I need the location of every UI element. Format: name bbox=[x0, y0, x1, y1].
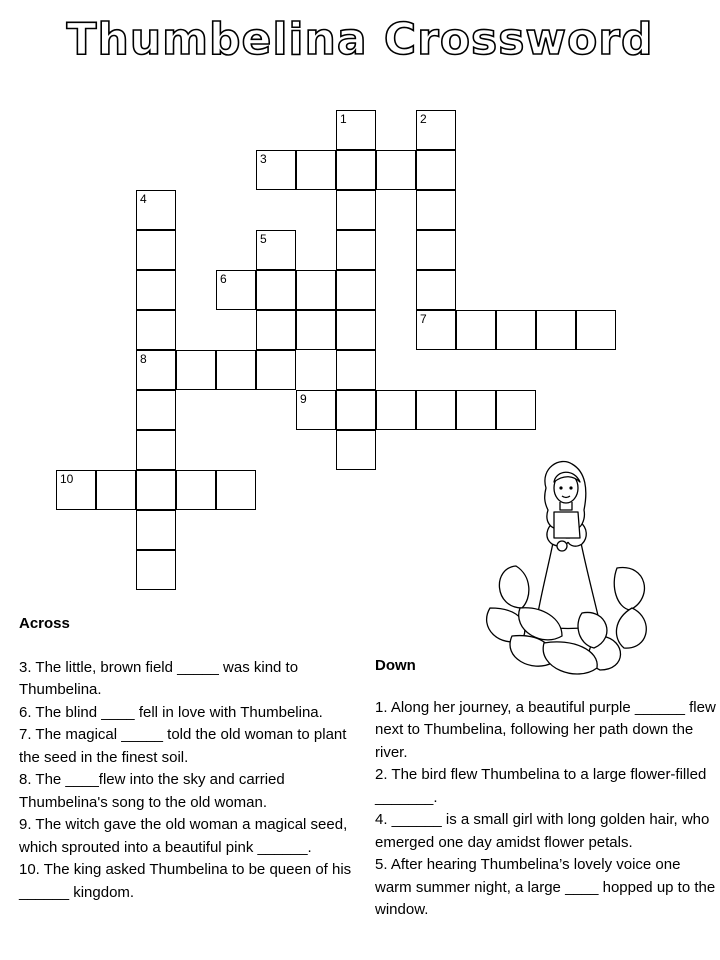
down-clue: 4. ______ is a small girl with long golden hair, who emerged one day amidst flower petals. bbox=[375, 811, 710, 851]
grid-cell[interactable] bbox=[336, 270, 376, 310]
grid-cell[interactable] bbox=[176, 350, 216, 390]
across-clues bbox=[19, 613, 364, 904]
across-clue: 6. The blind ____ fell in love with Thumbelina. bbox=[19, 703, 323, 721]
grid-cell[interactable] bbox=[336, 350, 376, 390]
grid-cell[interactable] bbox=[136, 430, 176, 470]
flower-petal bbox=[614, 568, 644, 610]
grid-cell[interactable] bbox=[136, 270, 176, 310]
page-title: Thumbelina Crossword bbox=[66, 14, 654, 65]
grid-cell[interactable] bbox=[336, 430, 376, 470]
clue-number: 7 bbox=[420, 312, 427, 326]
clue-number: 8 bbox=[140, 352, 147, 366]
clue-number: 3 bbox=[260, 152, 267, 166]
grid-cell[interactable] bbox=[456, 310, 496, 350]
across-clue: 3. The little, brown field _____ was kind to Thumbelina. bbox=[19, 658, 299, 698]
grid-cell[interactable] bbox=[136, 350, 176, 390]
grid-cell[interactable] bbox=[296, 310, 336, 350]
grid-cell[interactable] bbox=[136, 550, 176, 590]
grid-cell[interactable] bbox=[456, 390, 496, 430]
grid-cell[interactable] bbox=[496, 390, 536, 430]
grid-cell[interactable] bbox=[136, 310, 176, 350]
across-clue: 7. The magical _____ told the old woman to plant the seed in the finest soil. bbox=[19, 726, 347, 766]
grid-cell[interactable] bbox=[296, 270, 336, 310]
grid-cell[interactable] bbox=[336, 310, 376, 350]
grid-cell[interactable] bbox=[416, 310, 456, 350]
grid-cell[interactable] bbox=[136, 230, 176, 270]
grid-cell[interactable] bbox=[336, 390, 376, 430]
clue-number: 5 bbox=[260, 232, 267, 246]
grid-cell[interactable] bbox=[336, 150, 376, 190]
grid-cell[interactable] bbox=[136, 510, 176, 550]
grid-cell[interactable] bbox=[296, 390, 336, 430]
grid-cell[interactable] bbox=[216, 350, 256, 390]
across-clue: 10. The king asked Thumbelina to be queen of his ______ kingdom. bbox=[19, 861, 352, 901]
grid-cell[interactable] bbox=[416, 230, 456, 270]
grid-cell[interactable] bbox=[216, 270, 256, 310]
flower-petal bbox=[578, 612, 607, 648]
down-clues bbox=[375, 655, 720, 922]
grid-cell[interactable] bbox=[496, 310, 536, 350]
grid-cell[interactable] bbox=[376, 150, 416, 190]
grid-cell[interactable] bbox=[336, 110, 376, 150]
grid-cell[interactable] bbox=[136, 190, 176, 230]
flower-petal bbox=[499, 566, 528, 608]
across-clue: 8. The ____flew into the sky and carried Thumbelina's song to the old woman. bbox=[19, 771, 285, 811]
held-flower bbox=[557, 541, 567, 551]
grid-cell[interactable] bbox=[136, 470, 176, 510]
grid-cell[interactable] bbox=[296, 150, 336, 190]
grid-cell[interactable] bbox=[336, 190, 376, 230]
clue-number: 4 bbox=[140, 192, 147, 206]
grid-cell[interactable] bbox=[256, 270, 296, 310]
clue-number: 6 bbox=[220, 272, 227, 286]
grid-cell[interactable] bbox=[416, 110, 456, 150]
down-heading: Down bbox=[375, 657, 416, 674]
grid-cell[interactable] bbox=[176, 470, 216, 510]
grid-cell[interactable] bbox=[96, 470, 136, 510]
clue-number: 9 bbox=[300, 392, 307, 406]
across-heading: Across bbox=[19, 615, 70, 632]
grid-cell[interactable] bbox=[536, 310, 576, 350]
grid-cell[interactable] bbox=[256, 350, 296, 390]
grid-cell[interactable] bbox=[336, 230, 376, 270]
grid-cell[interactable] bbox=[416, 190, 456, 230]
clue-number: 1 bbox=[340, 112, 347, 126]
thumbelina-on-flower-illustration bbox=[482, 458, 652, 683]
grid-cell[interactable] bbox=[576, 310, 616, 350]
grid-cell[interactable] bbox=[136, 390, 176, 430]
grid-cell[interactable] bbox=[416, 390, 456, 430]
bodice bbox=[554, 512, 580, 538]
grid-cell[interactable] bbox=[416, 270, 456, 310]
grid-cell[interactable] bbox=[56, 470, 96, 510]
down-clue: 1. Along her journey, a beautiful purple ______ flew next to Thumbelina, following her path down the river. bbox=[375, 698, 716, 761]
down-clue: 2. The bird flew Thumbelina to a large flower-filled _______. bbox=[375, 766, 707, 806]
grid-cell[interactable] bbox=[256, 150, 296, 190]
down-clue: 5. After hearing Thumbelina’s lovely voice one warm summer night, a large ____ hopped up to the window. bbox=[375, 856, 716, 918]
grid-cell[interactable] bbox=[256, 310, 296, 350]
clue-number: 10 bbox=[60, 472, 74, 486]
across-clue: 9. The witch gave the old woman a magical seed, which sprouted into a beautiful pink ______. bbox=[19, 816, 348, 856]
flower-petal bbox=[616, 608, 646, 648]
grid-cell[interactable] bbox=[416, 150, 456, 190]
grid-cell[interactable] bbox=[216, 470, 256, 510]
grid-cell[interactable] bbox=[376, 390, 416, 430]
clue-number: 2 bbox=[420, 112, 427, 126]
grid-cell[interactable] bbox=[256, 230, 296, 270]
